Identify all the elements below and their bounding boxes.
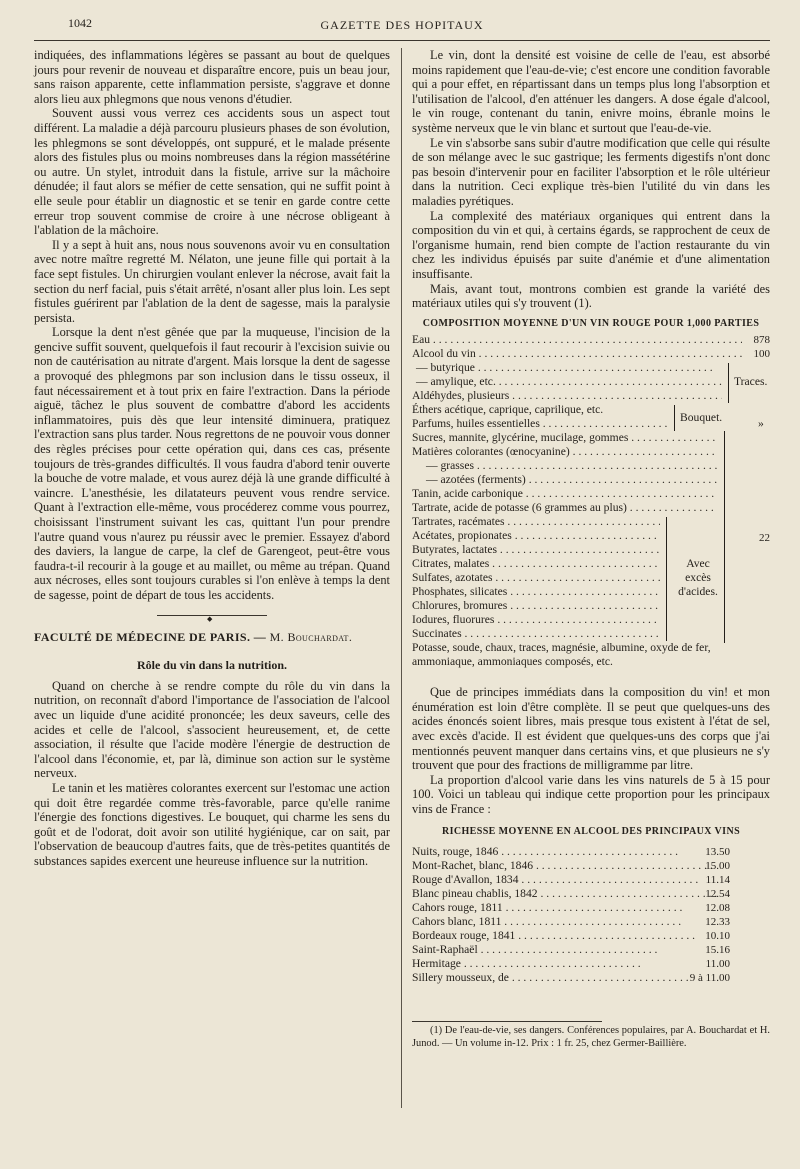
table-value: 15.16 [705,944,730,957]
section-author: M. Bouchardat. [269,629,353,644]
table-row: Blanc pineau chablis, 1842 . . . [412,887,722,901]
brace [666,517,667,641]
journal-title: GAZETTE DES HOPITAUX [320,18,484,32]
section-separator [157,614,267,623]
paragraph: Il y a sept à huit ans, nous nous souvenons avoir vu en consultation avec notre maître regretté M. Nélaton, une jeune fille qui portait à la face sept fistules. Un chirurgien voulant enlever la nécrose, avait fait la section du nerf facial, puis s'était arrêté, n'osant aller plus loin. Les sept fistules guérirent par l'ablation de la dent de sagesse, mais la paralysie persista. [34,237,390,325]
table-value: 12.54 [705,888,730,901]
table-row: Acétates, propionates . . . [412,529,660,543]
paragraph: Le vin, dont la densité est voisine de celle de l'eau, est absorbé moins rapidement que l'eau-de-vie; c'est encore une condition favorable qui a pour effet, en répartissant dans un temps plus long l'absorption et l'utilisation de l'alcool, d'en atténuer les dangers. A dose égale d'alcool, le vin rouge, contenant du tanin, enivre moins, ébranle moins le système nerveux que le vin blanc et surtout que l'eau-de-vie. [412,48,770,135]
table-value: 10.10 [705,930,730,943]
table-row: Parfums, huiles essentielles . . . [412,417,670,431]
paragraph: La proportion d'alcool varie dans les vins naturels de 5 à 15 pour 100. Voici un tableau qui indique cette proportion pour les principaux vins de France : [412,772,770,817]
table-value: 13.50 [705,846,730,859]
table-row: Sucres, mannite, glycérine, mucilage, gommes . . . [412,431,717,445]
paragraph: Le tanin et les matières colorantes exercent sur l'estomac une action qui doit être regardée comme très-favorable, parce qu'elle ranime l'énergie des fonctions digestives. Le bouquet, qui charme les sens du goût et de l'odorat, doit avoir son utilité hygiénique, car on sait, par l'observation de beaucoup d'autres faits, que de très-petites quantités de substances sapides exercent une heureuse influence sur la nutrition. [34,780,390,868]
table-row: Cahors blanc, 1811 . . . [412,915,722,929]
table-row: Phosphates, silicates . . . [412,585,660,599]
table-row: Iodures, fluorures . . . [412,613,660,627]
table-row: Eau . . . [412,333,742,347]
table-row: Butyrates, lactates . . . [412,543,660,557]
table-row: — azotées (ferments) . . . [412,473,717,487]
table-row: Mont-Rachet, blanc, 1846 . . . [412,859,722,873]
table-row: — amylique, etc. . . . [412,375,722,389]
table-row: Tartrate, acide de potasse (6 grammes au plus) . . . [412,501,717,515]
section-heading [34,630,390,645]
table-row: — butyrique . . . [412,361,712,375]
table-value: 15.00 [705,860,730,873]
table-value: 12.08 [705,902,730,915]
paragraph: Souvent aussi vous verrez ces accidents sous un aspect tout différent. La maladie a déjà parcouru plusieurs phases de son évolution, les phlegmons se sont développés, ont suppuré, et le malade présente alors des fistules plus ou moins nombreuses dans la région massétérine ou autre. Un stylet, introduit dans la fistule, arrive sur la mâchoire dénudée; il faut alors se méfier de cette sensation, qui ne suffit point à elle seule pour établir un diagnostic et se tenir en garde contre cette erreur trop souvent commise de croire à une nécrose obligeant à l'ablation de la mâchoire. [34,106,390,238]
table-row: Hermitage . . . [412,957,722,971]
page-header [34,14,770,41]
table-row: Potasse, soude, chaux, traces, magnésie, albumine, oxyde de fer, ammoniaque, ammoniaques composés, etc. [412,641,711,669]
section-heading-title: FACULTÉ DE MÉDECINE DE PARIS. — [34,629,270,644]
table-note: Bouquet. [680,411,723,425]
table-row: Citrates, malates . . . [412,557,660,571]
table-note: » [758,417,764,431]
table-value: 878 [753,334,770,347]
table-value: 11.14 [705,874,730,887]
table-row: Rouge d'Avallon, 1834 . . . [412,873,722,887]
brace [724,431,725,643]
table-value: 100 [753,348,770,361]
paragraph: Lorsque la dent n'est gênée que par la muqueuse, l'incision de la gencive suffit souvent, quelquefois il faut recourir à l'excision suivie ou non de cautérisation au nitrate d'argent. Mais lorsque la dent de sagesse a provoqué des phlegmons par son inclusion dans le tissu osseux, il faut nécessairement et à tout prix en faire l'extraction. Dans la période aiguë, tâchez le plus souvent de combattre d'abord les accidents inflammatoires, puis dès que leur intensité diminuera, pratiquez l'extraction sans plus tarder. Nous regrettons de ne pouvoir vous donner des règles précises pour cette opération qui, dans ces cas, présente toujours de très-grandes difficultés. Il vous faudra d'abord tenir ouverte la bouche de votre malade, et vous aurez déjà là une grande difficulté à vaincre. L'anesthésie, les dilatateurs peuvent vous rendre service. Quant à l'extraction elle-même, vous procéderez comme vous pourrez, choisissant l'instrument suivant les cas, quittant l'un pour prendre l'autre quand vous n'aurez pu réussir avec le premier. Essayez d'abord des daviers, la langue de carpe, la clef de Garengeot, peut-être vous faudra-t-il recourir à la gouge et au maillet, ou même au trépan. Quand aux nécroses, elles sont toujours curables si l'on enlève à temps la dent de sagesse, point de départ de tous les accidents. [34,325,390,602]
paragraph: Que de principes immédiats dans la composition du vin! et mon énumération est loin d'être complète. Il se peut que quelques-uns des acides énoncés soient libres, mais presque tous existent à l'état de sel, avec excès d'acide. Il est évident que quelques-uns des corps que j'ai mentionnés peuvent manquer dans certains vins, et que plusieurs ne s'y trouvent que pour des fractions de milligramme par litre. [412,685,770,773]
table-value: 12.33 [705,916,730,929]
table-row: Chlorures, bromures . . . [412,599,660,613]
paragraph: Mais, avant tout, montrons combien est grande la variété des matériaux utiles qui s'y trouvent (1). [412,281,770,311]
table-row: Sillery mousseux, de . . . [412,971,722,985]
separator-ornament: ◆ [207,614,213,623]
alcohol-table-title: RICHESSE MOYENNE EN ALCOOL DES PRINCIPAUX VINS [441,825,741,837]
table-value: 22 [759,532,770,545]
composition-table [412,333,770,685]
right-column [412,48,770,1050]
article-title: Rôle du vin dans la nutrition. [136,658,288,673]
paragraph: Le vin s'absorbe sans subir d'autre modification que celle qui résulte de son mélange avec le suc gastrique; les ferments digestifs n'ont donc pas besoin d'intervenir pour en faciliter l'absorption et le rôle ultérieur dans la nutrition. Ceci explique très-bien l'utilité du vin dans les maladies pyrétiques. [412,135,770,208]
table-value: 11.00 [705,958,730,971]
paragraph: La complexité des matériaux organiques qui entrent dans la composition du vin et qui, à certains égards, se rapprochent de ceux de l'organisme humain, rend bien compte de l'action restaurante du vin chez les individus épuisés par suite d'anémie et d'une alimentation insuffisante. [412,208,770,281]
table-row: Nuits, rouge, 1846 . . . [412,845,722,859]
footnote: (1) De l'eau-de-vie, ses dangers. Conférences populaires, par A. Bouchardat et H. Junod. — Un volume in-12. Prix : 1 fr. 25, chez Germer-Baillière. [412,1025,770,1049]
composition-table-title: COMPOSITION MOYENNE D'UN VIN ROUGE POUR 1,000 PARTIES [422,317,760,329]
table-row: Éthers acétique, caprique, caprilique, etc. [412,403,604,417]
column-divider [401,48,402,1108]
table-row: Cahors rouge, 1811 . . . [412,901,722,915]
table-row: Matières colorantes (œnocyanine) . . . [412,445,717,459]
note-line: excès [685,571,711,585]
table-note [672,557,724,599]
table-row: Sulfates, azotates . . . [412,571,660,585]
paragraph: indiquées, des inflammations légères se passant au bout de quelques jours pour revenir de nouveau et disparaître encore, puis un beau jour, sans raison apparente, cette inflammation persiste, s'aggrave et donne alors lieu aux phlegmons que nous venons d'étudier. [34,48,390,106]
paragraph: Quand on cherche à se rendre compte du rôle du vin dans la nutrition, on reconnaît d'abord l'importance de l'association de l'alcool avec un liquide d'une acidité prononcée; les deux saveurs, celle des acides et celle de l'alcool, s'associent heureusement, et, de cette association, il résulte que l'acide modère l'énergie de destruction de l'alcool dans l'économie, et, par là, diminue son action sur le système nerveux. [34,678,390,781]
page-number: 1042 [68,16,92,30]
footnote-rule [412,1021,602,1022]
left-column [34,48,390,868]
table-row: Tartrates, racémates . . . [412,515,660,529]
brace [674,405,675,431]
table-row: Saint-Raphaël . . . [412,943,722,957]
table-note: Traces. [734,375,768,389]
note-line: Avec [686,557,710,571]
alcohol-table [412,841,770,1017]
table-row: Alcool du vin . . . [412,347,742,361]
note-line: d'acides. [678,585,718,599]
table-value: 9 à 11.00 [689,972,730,985]
table-row: — grasses . . . [412,459,717,473]
table-row: Tanin, acide carbonique . . . [412,487,717,501]
table-row: Bordeaux rouge, 1841 . . . [412,929,722,943]
brace [728,363,729,403]
table-row: Succinates . . . [412,627,660,641]
table-row: Aldéhydes, plusieurs . . . [412,389,722,403]
